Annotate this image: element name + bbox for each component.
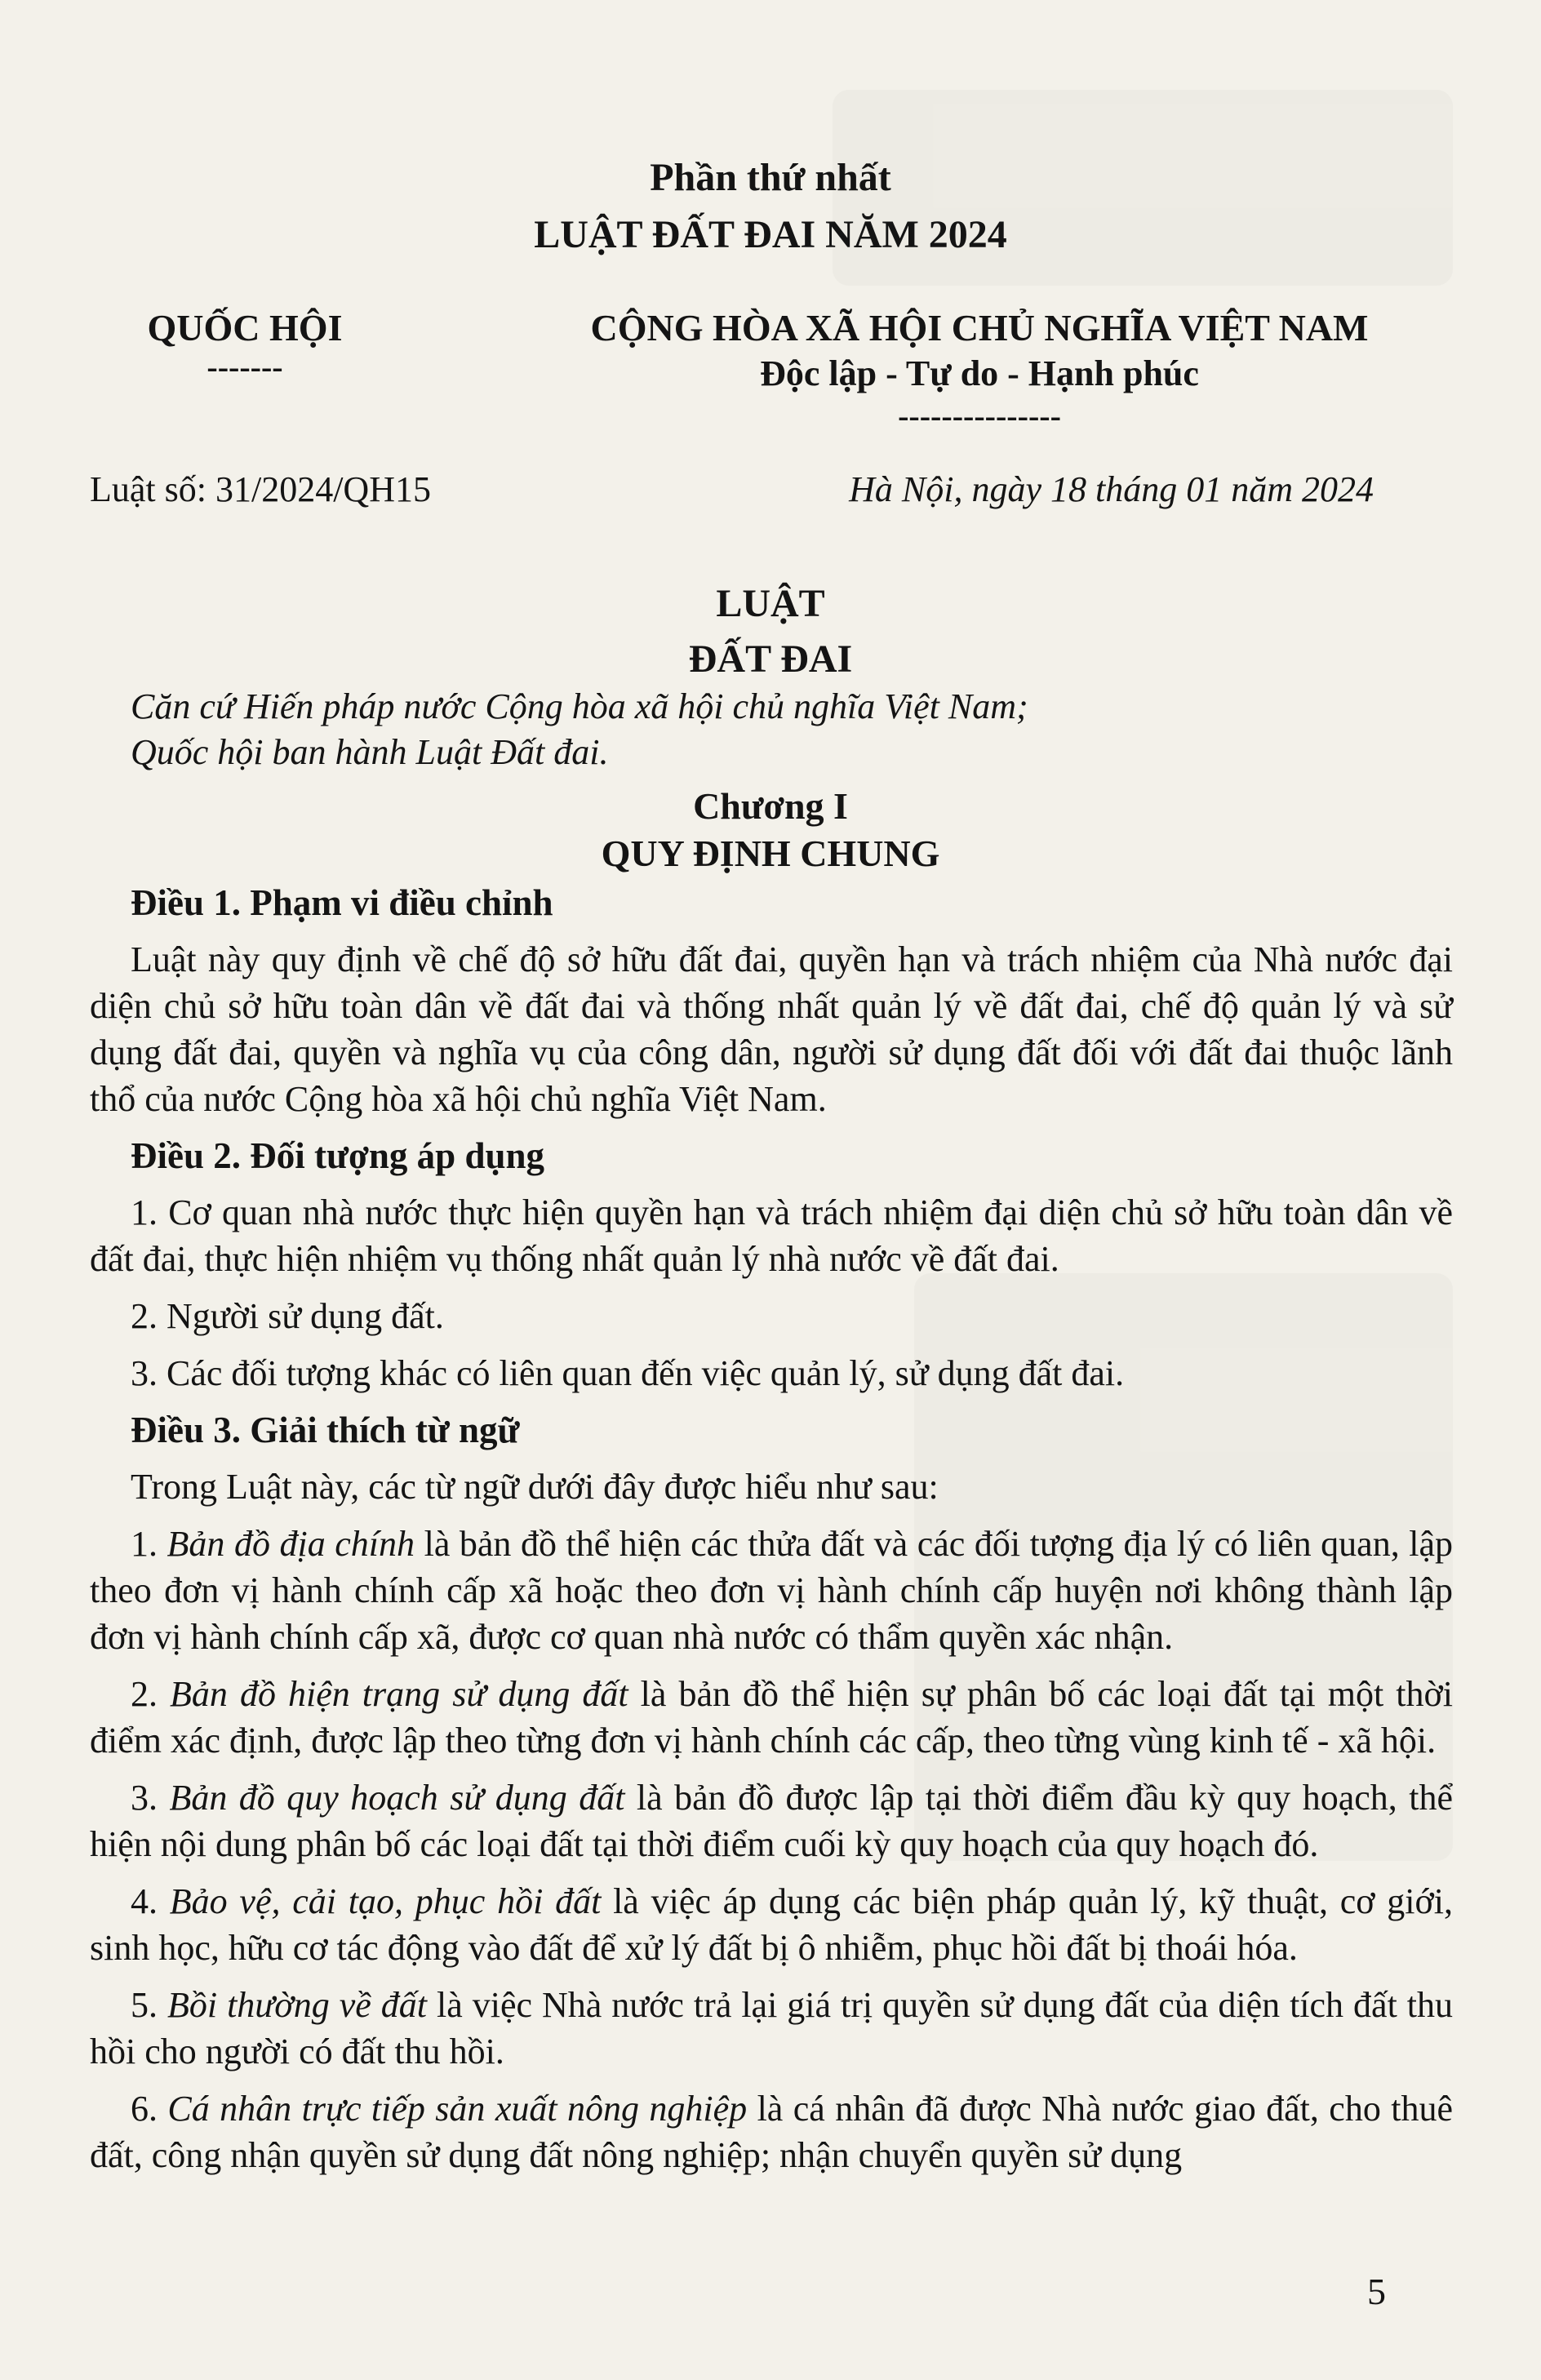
definition-text: là bản đồ thể hiện các thửa đất và các đối tượng địa lý có liên quan, lập theo đơn vị hành chính cấp xã hoặc theo đơn vị hành chính cấp huyện nơi không thành lập đơn vị hành chính cấp xã, được cơ quan nhà nước có thẩm quyền xác nhận. [90,1524,1454,1657]
document-type: LUẬT [716,582,825,625]
issuer-name: QUỐC HỘI [147,307,343,349]
national-motto: Độc lập - Tự do - Hạnh phúc [760,353,1199,393]
law-body [90,880,1453,2189]
definition-clause [90,1521,1453,1660]
article-heading: Điều 1. Phạm vi điều chỉnh [131,882,553,923]
chapter-number: Chương I [693,785,848,827]
article-clause: 2. Người sử dụng đất. [131,1296,444,1336]
clause-number: 2. [131,1674,171,1714]
clause-number: 3. [131,1778,170,1818]
article-clause: 1. Cơ quan nhà nước thực hiện quyền hạn và trách nhiệm đại diện chủ sở hữu toàn dân về đất đai, thực hiện nhiệm vụ thống nhất quản lý nhà nước về đất đai. [90,1192,1453,1279]
defined-term: Bảo vệ, cải tạo, phục hồi đất [169,1881,602,1921]
definition-clause [90,1774,1453,1867]
defined-term: Bồi thường về đất [167,1985,428,2025]
definition-clause [90,1878,1453,1971]
issuer-rule: ------- [207,349,283,385]
page-number: 5 [1367,2271,1386,2312]
definition-clause [90,2085,1453,2178]
definition-text: là việc áp dụng các biện pháp quản lý, kỹ thuật, cơ giới, sinh học, hữu cơ tác động vào đất để xử lý đất bị ô nhiễm, phục hồi đất bị thoái hóa. [90,1881,1453,1968]
law-title: LUẬT ĐẤT ĐAI NĂM 2024 [534,213,1007,256]
national-title: CỘNG HÒA XÃ HỘI CHỦ NGHĨA VIỆT NAM [590,307,1369,349]
defined-term: Cá nhân trực tiếp sản xuất nông nghiệp [167,2089,748,2129]
legal-basis-line: Căn cứ Hiến pháp nước Cộng hòa xã hội chủ nghĩa Việt Nam; [131,686,1028,726]
enactment-line: Quốc hội ban hành Luật Đất đai. [131,732,609,772]
clause-number: 1. [131,1524,167,1564]
national-rule: --------------- [898,397,1061,434]
clause-number: 4. [131,1881,170,1921]
article-heading: Điều 2. Đối tượng áp dụng [131,1135,545,1176]
clause-number: 6. [131,2089,168,2129]
definition-clause [90,1982,1453,2075]
chapter-title: QUY ĐỊNH CHUNG [601,833,940,874]
part-title: Phần thứ nhất [650,156,891,199]
definition-text: là việc Nhà nước trả lại giá trị quyền sử dụng đất của diện tích đất thu hồi cho người có đất thu hồi. [90,1985,1454,2071]
article-intro: Trong Luật này, các từ ngữ dưới đây được hiểu như sau: [131,1467,939,1507]
article-heading: Điều 3. Giải thích từ ngữ [131,1410,520,1450]
article-paragraph: Luật này quy định về chế độ sở hữu đất đai, quyền hạn và trách nhiệm của Nhà nước đại diện chủ sở hữu toàn dân về đất đai và thống nhất quản lý về đất đai, chế độ quản lý và sử dụng đất đai, quyền và nghĩa vụ của công dân, người sử dụng đất đối với đất đai thuộc lãnh thổ của nước Cộng hòa xã hội chủ nghĩa Việt Nam. [90,939,1453,1119]
defined-term: Bản đồ quy hoạch sử dụng đất [169,1778,625,1818]
defined-term: Bản đồ địa chính [167,1524,415,1564]
defined-term: Bản đồ hiện trạng sử dụng đất [170,1674,628,1714]
date-line: Hà Nội, ngày 18 tháng 01 năm 2024 [849,469,1374,509]
clause-number: 5. [131,1985,167,2025]
document-name: ĐẤT ĐAI [688,637,853,681]
definition-text: là cá nhân đã được Nhà nước giao đất, cho thuê đất, công nhận quyền sử dụng đất nông nghiệp; nhận chuyển quyền sử dụng [90,2089,1453,2175]
law-number: Luật số: 31/2024/QH15 [90,469,431,509]
definition-clause [90,1671,1453,1764]
article-clause: 3. Các đối tượng khác có liên quan đến việc quản lý, sử dụng đất đai. [131,1353,1125,1393]
definition-text: là bản đồ thể hiện sự phân bố các loại đất tại một thời điểm xác định, được lập theo từng đơn vị hành chính các cấp, theo từng vùng kinh tế - xã hội. [90,1674,1454,1761]
definition-text: là bản đồ được lập tại thời điểm đầu kỳ quy hoạch, thể hiện nội dung phân bố các loại đất tại thời điểm cuối kỳ quy hoạch của quy hoạch đó. [90,1778,1454,1864]
